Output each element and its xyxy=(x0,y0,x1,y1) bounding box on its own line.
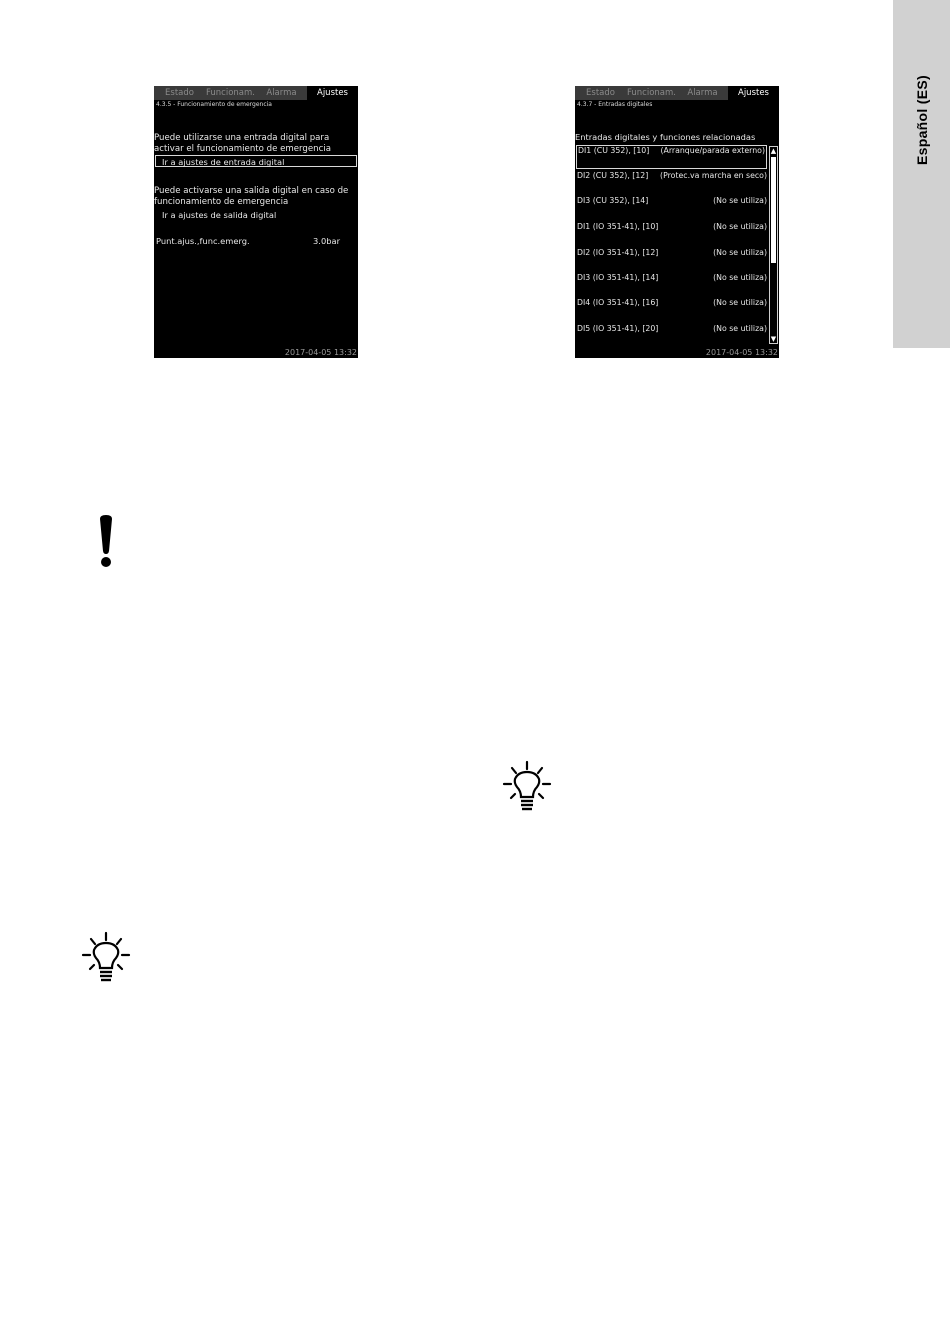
digital-input-row[interactable] xyxy=(577,248,767,258)
display-emergency-operation xyxy=(154,86,358,358)
input-name: DI2 (CU 352), [12] xyxy=(577,171,649,180)
timestamp: 2017-04-05 13:32 xyxy=(284,348,357,357)
digital-input-row[interactable] xyxy=(577,298,767,308)
digital-input-row[interactable] xyxy=(577,171,767,181)
emergency-setpoint-label: Punt.ajus.,func.emerg. xyxy=(156,236,250,246)
tab-funcionam[interactable]: Funcionam. xyxy=(626,88,676,98)
exclamation-icon xyxy=(97,513,115,569)
digital-output-info: Puede activarse una salida digital en caso de funcionamiento de emergencia xyxy=(154,186,349,207)
scroll-down-arrow-icon[interactable]: ▼ xyxy=(770,335,777,343)
input-name: DI5 (IO 351-41), [20] xyxy=(577,324,659,333)
tab-estado[interactable]: Estado xyxy=(575,86,626,100)
display-tabs xyxy=(154,86,358,100)
display-digital-inputs xyxy=(575,86,779,358)
digital-output-link[interactable]: Ir a ajustes de salida digital xyxy=(162,210,277,220)
digital-input-row[interactable] xyxy=(577,324,767,334)
tab-alarma[interactable]: Alarma xyxy=(677,86,728,100)
digital-inputs-heading: Entradas digitales y funciones relacionadas xyxy=(575,132,756,142)
input-name: DI3 (IO 351-41), [14] xyxy=(577,273,659,282)
input-function: (No se utiliza) xyxy=(713,222,767,231)
input-function: (No se utiliza) xyxy=(713,196,767,205)
tab-estado[interactable]: Estado xyxy=(154,86,205,100)
tab-alarma[interactable]: Alarma xyxy=(256,86,307,100)
digital-input-row[interactable] xyxy=(577,222,767,232)
input-name: DI1 (IO 351-41), [10] xyxy=(577,222,659,231)
language-tab xyxy=(893,0,950,348)
digital-input-row[interactable] xyxy=(577,196,767,206)
scroll-thumb[interactable] xyxy=(771,157,776,263)
digital-input-row[interactable] xyxy=(577,273,767,283)
input-function: (No se utiliza) xyxy=(713,324,767,333)
menu-id: 4.3.7 - Entradas digitales xyxy=(577,101,653,108)
digital-input-link[interactable] xyxy=(155,155,357,167)
lightbulb-icon xyxy=(81,931,131,985)
input-function: (Protec.va marcha en seco) xyxy=(660,171,767,180)
emergency-setpoint-value: 3.0bar xyxy=(313,236,340,246)
digital-input-link-label: Ir a ajustes de entrada digital xyxy=(162,157,285,167)
input-name: DI4 (IO 351-41), [16] xyxy=(577,298,659,307)
menu-id: 4.3.5 - Funcionamiento de emergencia xyxy=(156,101,272,108)
input-name: DI3 (CU 352), [14] xyxy=(577,196,649,205)
input-name: DI1 (CU 352), [10] xyxy=(578,146,650,155)
display-tabs xyxy=(575,86,779,100)
input-name: DI2 (IO 351-41), [12] xyxy=(577,248,659,257)
tab-ajustes[interactable]: Ajustes xyxy=(728,86,779,100)
input-function: (No se utiliza) xyxy=(713,248,767,257)
language-tab-label: Español (ES) xyxy=(913,75,930,165)
scrollbar[interactable] xyxy=(769,146,778,344)
digital-input-info: Puede utilizarse una entrada digital para activar el funcionamiento de emergencia xyxy=(154,133,331,154)
tab-ajustes[interactable]: Ajustes xyxy=(307,86,358,100)
input-function: (Arranque/parada externo) xyxy=(660,146,765,155)
timestamp: 2017-04-05 13:32 xyxy=(705,348,778,357)
lightbulb-icon xyxy=(502,760,552,814)
input-function: (No se utiliza) xyxy=(713,298,767,307)
digital-input-row[interactable] xyxy=(576,145,767,169)
tab-funcionam[interactable]: Funcionam. xyxy=(205,88,255,98)
emergency-setpoint[interactable] xyxy=(156,236,340,246)
input-function: (No se utiliza) xyxy=(713,273,767,282)
scroll-up-arrow-icon[interactable]: ▲ xyxy=(770,147,777,155)
